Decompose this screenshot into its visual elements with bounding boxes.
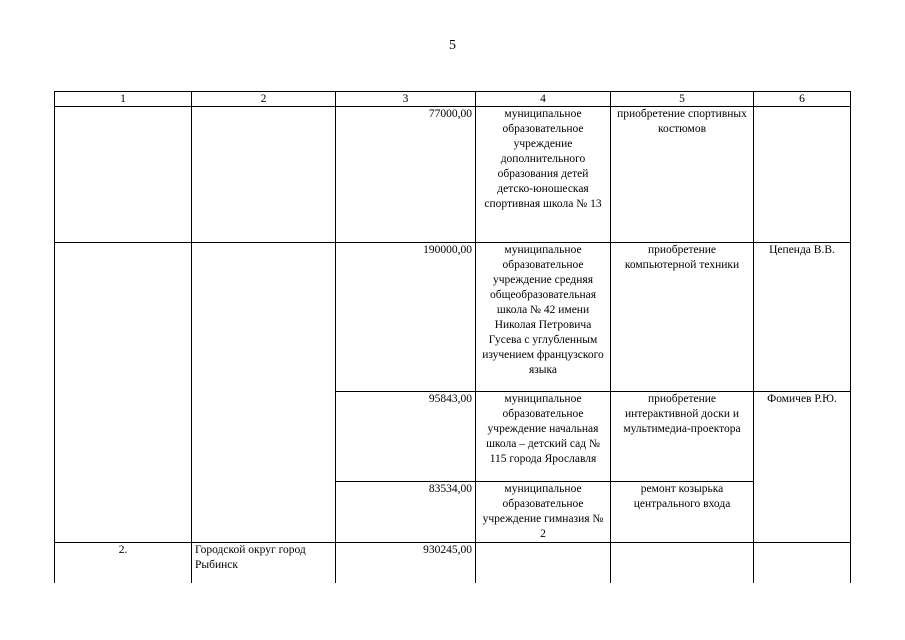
amount-cell: 930245,00 — [336, 543, 476, 583]
institution-cell: муниципальное образовательное учреждение гимназия № 2 — [476, 482, 611, 543]
page-number: 5 — [449, 38, 456, 53]
column-header: 2 — [192, 92, 336, 107]
amount-cell: 190000,00 — [336, 243, 476, 392]
purpose-cell: приобретение интерактивной доски и мультимедиа-проектора — [611, 392, 754, 482]
column-header: 3 — [336, 92, 476, 107]
table-row — [55, 543, 851, 583]
responsible-cell — [754, 107, 851, 243]
purpose-cell — [611, 543, 754, 583]
column-header: 1 — [55, 92, 192, 107]
responsible-cell — [754, 543, 851, 583]
institution-cell: муниципальное образовательное учреждение средняя общеобразовательная школа № 42 имени Николая Петровича Гусева с углубленным изучением французского языка — [476, 243, 611, 392]
purpose-cell: ремонт козырька центрального входа — [611, 482, 754, 543]
row-number-cell — [55, 243, 192, 543]
municipality-cell — [192, 107, 336, 243]
allocation-table — [54, 91, 851, 583]
institution-cell — [476, 543, 611, 583]
column-header: 4 — [476, 92, 611, 107]
purpose-cell: приобретение компьютерной техники — [611, 243, 754, 392]
table-row — [55, 243, 851, 392]
table-row — [55, 107, 851, 243]
table-header-row — [55, 92, 851, 107]
amount-cell: 77000,00 — [336, 107, 476, 243]
amount-cell: 83534,00 — [336, 482, 476, 543]
column-header: 6 — [754, 92, 851, 107]
municipality-cell — [192, 243, 336, 543]
row-number-cell — [55, 107, 192, 243]
row-number-cell: 2. — [55, 543, 192, 583]
column-header: 5 — [611, 92, 754, 107]
municipality-cell: Городской округ город Рыбинск — [192, 543, 336, 583]
amount-cell: 95843,00 — [336, 392, 476, 482]
institution-cell: муниципальное образовательное учреждение дополнительного образования детей детско-юношеская спортивная школа № 13 — [476, 107, 611, 243]
responsible-cell: Цепенда В.В. — [754, 243, 851, 392]
institution-cell: муниципальное образовательное учреждение начальная школа – детский сад № 115 города Ярославля — [476, 392, 611, 482]
purpose-cell: приобретение спортивных костюмов — [611, 107, 754, 243]
responsible-cell: Фомичев Р.Ю. — [754, 392, 851, 543]
